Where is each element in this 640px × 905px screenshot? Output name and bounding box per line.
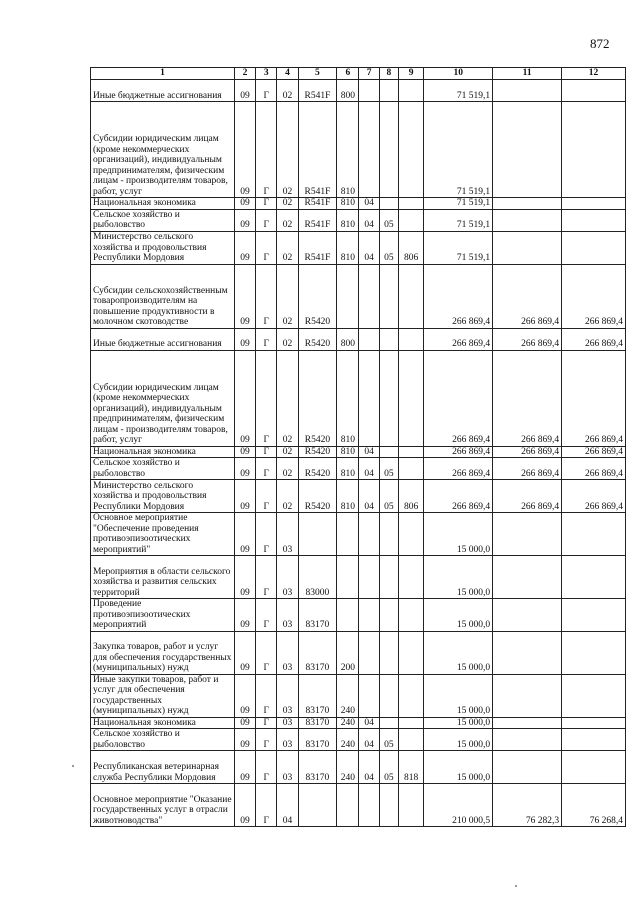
code-cell: 09 — [234, 198, 255, 210]
row-name-cell: Национальная экономика — [91, 198, 235, 210]
code-cell — [398, 784, 423, 827]
row-name-cell: Министерство сельского хозяйства и продовольствия Республики Мордовия — [91, 231, 235, 264]
code-cell — [379, 599, 398, 632]
code-cell: 04 — [277, 784, 298, 827]
code-cell — [298, 513, 337, 556]
code-cell: Г — [256, 328, 277, 350]
amount-cell — [493, 80, 562, 102]
code-cell: Г — [256, 729, 277, 751]
code-cell: 810 — [337, 350, 359, 446]
table-row — [91, 446, 626, 458]
amount-cell — [562, 102, 626, 198]
code-cell — [398, 80, 423, 102]
table-row — [91, 231, 626, 264]
code-cell — [398, 674, 423, 717]
row-name-cell: Основное мероприятие "Обеспечение проведения противоэпизоотических мероприятий" — [91, 513, 235, 556]
code-cell: 03 — [277, 674, 298, 717]
amount-cell — [562, 513, 626, 556]
code-cell — [398, 264, 423, 328]
code-cell — [379, 80, 398, 102]
code-cell: 05 — [379, 458, 398, 480]
code-cell: 806 — [398, 231, 423, 264]
code-cell — [379, 556, 398, 599]
code-cell — [379, 784, 398, 827]
code-cell: 09 — [234, 458, 255, 480]
amount-cell — [493, 751, 562, 784]
code-cell — [337, 513, 359, 556]
code-cell — [398, 556, 423, 599]
code-cell: 810 — [337, 102, 359, 198]
scan-speck — [72, 765, 74, 767]
code-cell: 02 — [277, 446, 298, 458]
amount-cell: 266 869,4 — [424, 264, 493, 328]
code-cell: 09 — [234, 784, 255, 827]
code-cell: 810 — [337, 446, 359, 458]
amount-cell — [493, 556, 562, 599]
code-cell: 05 — [379, 480, 398, 513]
code-cell: 04 — [359, 480, 379, 513]
page-number: 872 — [590, 36, 610, 51]
code-cell: 09 — [234, 80, 255, 102]
code-cell: 05 — [379, 729, 398, 751]
column-header: 9 — [398, 68, 423, 80]
amount-cell: 266 869,4 — [562, 458, 626, 480]
code-cell: 09 — [234, 674, 255, 717]
table-row — [91, 80, 626, 102]
code-cell: Г — [256, 102, 277, 198]
code-cell: Г — [256, 198, 277, 210]
code-cell: R541F — [298, 198, 337, 210]
column-header: 2 — [234, 68, 255, 80]
table-row — [91, 674, 626, 717]
code-cell — [379, 631, 398, 674]
amount-cell — [562, 599, 626, 632]
column-header: 6 — [337, 68, 359, 80]
code-cell — [398, 458, 423, 480]
code-cell — [379, 446, 398, 458]
scan-speck — [515, 885, 517, 887]
amount-cell: 15 000,0 — [424, 717, 493, 729]
code-cell: R5420 — [298, 264, 337, 328]
code-cell: 09 — [234, 350, 255, 446]
code-cell: R541F — [298, 209, 337, 231]
code-cell: 02 — [277, 328, 298, 350]
code-cell: 83170 — [298, 717, 337, 729]
row-name-cell: Мероприятия в области сельского хозяйства и развития сельских территорий — [91, 556, 235, 599]
code-cell — [398, 717, 423, 729]
code-cell: Г — [256, 350, 277, 446]
code-cell — [359, 350, 379, 446]
code-cell: 09 — [234, 717, 255, 729]
code-cell — [337, 264, 359, 328]
amount-cell — [493, 599, 562, 632]
amount-cell — [562, 631, 626, 674]
amount-cell: 15 000,0 — [424, 513, 493, 556]
code-cell: R541F — [298, 231, 337, 264]
amount-cell: 266 869,4 — [562, 350, 626, 446]
code-cell — [379, 717, 398, 729]
amount-cell — [493, 717, 562, 729]
code-cell: 02 — [277, 264, 298, 328]
code-cell — [359, 674, 379, 717]
code-cell: 02 — [277, 231, 298, 264]
code-cell: R5420 — [298, 480, 337, 513]
amount-cell — [493, 729, 562, 751]
amount-cell — [493, 198, 562, 210]
column-header: 1 — [91, 68, 235, 80]
column-header: 4 — [277, 68, 298, 80]
table-row — [91, 209, 626, 231]
column-header: 3 — [256, 68, 277, 80]
code-cell: Г — [256, 556, 277, 599]
row-name-cell: Министерство сельского хозяйства и продовольствия Республики Мордовия — [91, 480, 235, 513]
code-cell: 83170 — [298, 751, 337, 784]
code-cell: 09 — [234, 631, 255, 674]
table-body — [91, 80, 626, 827]
amount-cell: 15 000,0 — [424, 751, 493, 784]
amount-cell: 266 869,4 — [493, 328, 562, 350]
code-cell: R541F — [298, 102, 337, 198]
code-cell: Г — [256, 717, 277, 729]
code-cell: 04 — [359, 717, 379, 729]
code-cell — [379, 198, 398, 210]
amount-cell: 266 869,4 — [424, 446, 493, 458]
table-row — [91, 631, 626, 674]
code-cell: 806 — [398, 480, 423, 513]
table-row — [91, 729, 626, 751]
code-cell: Г — [256, 480, 277, 513]
code-cell: 04 — [359, 458, 379, 480]
amount-cell: 15 000,0 — [424, 674, 493, 717]
code-cell — [398, 350, 423, 446]
code-cell: 83000 — [298, 556, 337, 599]
code-cell — [379, 102, 398, 198]
code-cell: 03 — [277, 599, 298, 632]
row-name-cell: Субсидии юридическим лицам (кроме некоммерческих организаций), индивидуальным предпринимателям, физическим лицам - производителям товаров, работ, услуг — [91, 102, 235, 198]
code-cell: 09 — [234, 751, 255, 784]
code-cell — [359, 513, 379, 556]
code-cell: 04 — [359, 198, 379, 210]
amount-cell — [562, 717, 626, 729]
code-cell: R5420 — [298, 446, 337, 458]
code-cell: 240 — [337, 751, 359, 784]
code-cell: 83170 — [298, 599, 337, 632]
code-cell — [379, 264, 398, 328]
code-cell: 05 — [379, 231, 398, 264]
amount-cell: 266 869,4 — [562, 328, 626, 350]
code-cell — [359, 328, 379, 350]
amount-cell — [562, 674, 626, 717]
code-cell: Г — [256, 80, 277, 102]
table-row — [91, 717, 626, 729]
code-cell — [337, 599, 359, 632]
table-row — [91, 751, 626, 784]
row-name-cell: Иные бюджетные ассигнования — [91, 80, 235, 102]
amount-cell: 15 000,0 — [424, 556, 493, 599]
column-header: 11 — [493, 68, 562, 80]
code-cell: 818 — [398, 751, 423, 784]
column-header: 10 — [424, 68, 493, 80]
amount-cell — [562, 729, 626, 751]
code-cell: 200 — [337, 631, 359, 674]
code-cell: 03 — [277, 631, 298, 674]
code-cell — [379, 674, 398, 717]
code-cell: 83170 — [298, 631, 337, 674]
amount-cell — [562, 209, 626, 231]
amount-cell: 76 282,3 — [493, 784, 562, 827]
code-cell: Г — [256, 209, 277, 231]
code-cell: 02 — [277, 102, 298, 198]
amount-cell — [562, 80, 626, 102]
code-cell: 09 — [234, 231, 255, 264]
code-cell — [379, 513, 398, 556]
code-cell: 05 — [379, 751, 398, 784]
code-cell: 03 — [277, 751, 298, 784]
code-cell — [359, 631, 379, 674]
amount-cell: 71 519,1 — [424, 209, 493, 231]
amount-cell — [493, 231, 562, 264]
amount-cell: 266 869,4 — [562, 480, 626, 513]
code-cell — [337, 556, 359, 599]
code-cell: 03 — [277, 729, 298, 751]
amount-cell — [562, 231, 626, 264]
code-cell — [379, 328, 398, 350]
row-name-cell: Иные бюджетные ассигнования — [91, 328, 235, 350]
table-row — [91, 513, 626, 556]
code-cell: 09 — [234, 729, 255, 751]
code-cell: R5420 — [298, 458, 337, 480]
code-cell: Г — [256, 458, 277, 480]
amount-cell: 210 000,5 — [424, 784, 493, 827]
table-row — [91, 264, 626, 328]
code-cell: 810 — [337, 231, 359, 264]
header-row — [91, 68, 626, 80]
code-cell: 03 — [277, 717, 298, 729]
column-header: 7 — [359, 68, 379, 80]
amount-cell: 266 869,4 — [424, 480, 493, 513]
code-cell: Г — [256, 674, 277, 717]
code-cell: 09 — [234, 480, 255, 513]
amount-cell: 71 519,1 — [424, 102, 493, 198]
code-cell: 03 — [277, 513, 298, 556]
amount-cell: 266 869,4 — [424, 350, 493, 446]
amount-cell: 266 869,4 — [562, 264, 626, 328]
amount-cell — [562, 751, 626, 784]
code-cell — [398, 513, 423, 556]
code-cell: 05 — [379, 209, 398, 231]
row-name-cell: Республиканская ветеринарная служба Республики Мордовия — [91, 751, 235, 784]
row-name-cell: Субсидии юридическим лицам (кроме некоммерческих организаций), индивидуальным предпринимателям, физическим лицам - производителям товаров, работ, услуг — [91, 350, 235, 446]
budget-table — [90, 67, 626, 827]
code-cell: R541F — [298, 80, 337, 102]
code-cell — [398, 102, 423, 198]
amount-cell — [493, 209, 562, 231]
amount-cell: 266 869,4 — [424, 328, 493, 350]
table-row — [91, 328, 626, 350]
code-cell: Г — [256, 631, 277, 674]
code-cell: 83170 — [298, 674, 337, 717]
code-cell: 09 — [234, 513, 255, 556]
amount-cell: 266 869,4 — [562, 446, 626, 458]
row-name-cell: Основное мероприятие "Оказание государственных услуг в отрасли животноводства" — [91, 784, 235, 827]
code-cell: Г — [256, 751, 277, 784]
amount-cell: 15 000,0 — [424, 729, 493, 751]
code-cell — [359, 264, 379, 328]
amount-cell: 266 869,4 — [493, 480, 562, 513]
code-cell: 83170 — [298, 729, 337, 751]
amount-cell: 15 000,0 — [424, 631, 493, 674]
code-cell — [379, 350, 398, 446]
code-cell — [398, 198, 423, 210]
row-name-cell: Субсидии сельскохозяйственным товаропроизводителям на повышение продуктивности в молочном скотоводстве — [91, 264, 235, 328]
amount-cell: 266 869,4 — [493, 350, 562, 446]
amount-cell: 71 519,1 — [424, 80, 493, 102]
code-cell: 09 — [234, 328, 255, 350]
code-cell: 810 — [337, 209, 359, 231]
code-cell: 09 — [234, 446, 255, 458]
code-cell: 810 — [337, 198, 359, 210]
code-cell — [398, 209, 423, 231]
code-cell: 810 — [337, 480, 359, 513]
code-cell — [359, 599, 379, 632]
row-name-cell: Сельское хозяйство и рыболовство — [91, 729, 235, 751]
code-cell: 02 — [277, 209, 298, 231]
code-cell: 04 — [359, 729, 379, 751]
code-cell: 02 — [277, 350, 298, 446]
amount-cell — [493, 631, 562, 674]
code-cell: 240 — [337, 729, 359, 751]
code-cell: Г — [256, 599, 277, 632]
row-name-cell: Проведение противоэпизоотических мероприятий — [91, 599, 235, 632]
code-cell — [337, 784, 359, 827]
code-cell: 02 — [277, 80, 298, 102]
amount-cell: 266 869,4 — [493, 264, 562, 328]
code-cell — [398, 446, 423, 458]
code-cell: 240 — [337, 674, 359, 717]
code-cell: 800 — [337, 328, 359, 350]
row-name-cell: Сельское хозяйство и рыболовство — [91, 458, 235, 480]
code-cell: 240 — [337, 717, 359, 729]
column-header: 8 — [379, 68, 398, 80]
code-cell: Г — [256, 264, 277, 328]
code-cell — [359, 102, 379, 198]
amount-cell: 71 519,1 — [424, 231, 493, 264]
code-cell — [298, 784, 337, 827]
code-cell: Г — [256, 231, 277, 264]
code-cell — [359, 556, 379, 599]
table-row — [91, 198, 626, 210]
row-name-cell: Закупка товаров, работ и услуг для обеспечения государственных (муниципальных) нужд — [91, 631, 235, 674]
amount-cell: 266 869,4 — [493, 458, 562, 480]
code-cell: 02 — [277, 198, 298, 210]
code-cell: 04 — [359, 209, 379, 231]
table-row — [91, 480, 626, 513]
code-cell: 09 — [234, 102, 255, 198]
amount-cell: 266 869,4 — [424, 458, 493, 480]
code-cell: R5420 — [298, 350, 337, 446]
code-cell: Г — [256, 513, 277, 556]
row-name-cell: Иные закупки товаров, работ и услуг для обеспечения государственных (муниципальных) нужд — [91, 674, 235, 717]
amount-cell — [562, 198, 626, 210]
amount-cell — [493, 513, 562, 556]
table-row — [91, 556, 626, 599]
code-cell: 09 — [234, 556, 255, 599]
row-name-cell: Национальная экономика — [91, 717, 235, 729]
amount-cell — [493, 102, 562, 198]
table-row — [91, 350, 626, 446]
column-header: 12 — [562, 68, 626, 80]
code-cell — [398, 729, 423, 751]
code-cell: 09 — [234, 209, 255, 231]
code-cell: 04 — [359, 446, 379, 458]
amount-cell: 71 519,1 — [424, 198, 493, 210]
table-row — [91, 458, 626, 480]
code-cell: 04 — [359, 751, 379, 784]
table-row — [91, 102, 626, 198]
code-cell: R5420 — [298, 328, 337, 350]
code-cell: 02 — [277, 458, 298, 480]
amount-cell: 266 869,4 — [493, 446, 562, 458]
amount-cell — [493, 674, 562, 717]
code-cell: 09 — [234, 264, 255, 328]
table-row — [91, 599, 626, 632]
code-cell: 04 — [359, 231, 379, 264]
code-cell — [359, 80, 379, 102]
code-cell — [359, 784, 379, 827]
amount-cell — [562, 556, 626, 599]
code-cell: Г — [256, 784, 277, 827]
code-cell: 810 — [337, 458, 359, 480]
row-name-cell: Национальная экономика — [91, 446, 235, 458]
code-cell: 03 — [277, 556, 298, 599]
code-cell: 800 — [337, 80, 359, 102]
code-cell — [398, 599, 423, 632]
code-cell — [398, 328, 423, 350]
amount-cell: 15 000,0 — [424, 599, 493, 632]
code-cell: Г — [256, 446, 277, 458]
code-cell: 02 — [277, 480, 298, 513]
code-cell — [398, 631, 423, 674]
column-header: 5 — [298, 68, 337, 80]
table-row — [91, 784, 626, 827]
row-name-cell: Сельское хозяйство и рыболовство — [91, 209, 235, 231]
code-cell: 09 — [234, 599, 255, 632]
amount-cell: 76 268,4 — [562, 784, 626, 827]
